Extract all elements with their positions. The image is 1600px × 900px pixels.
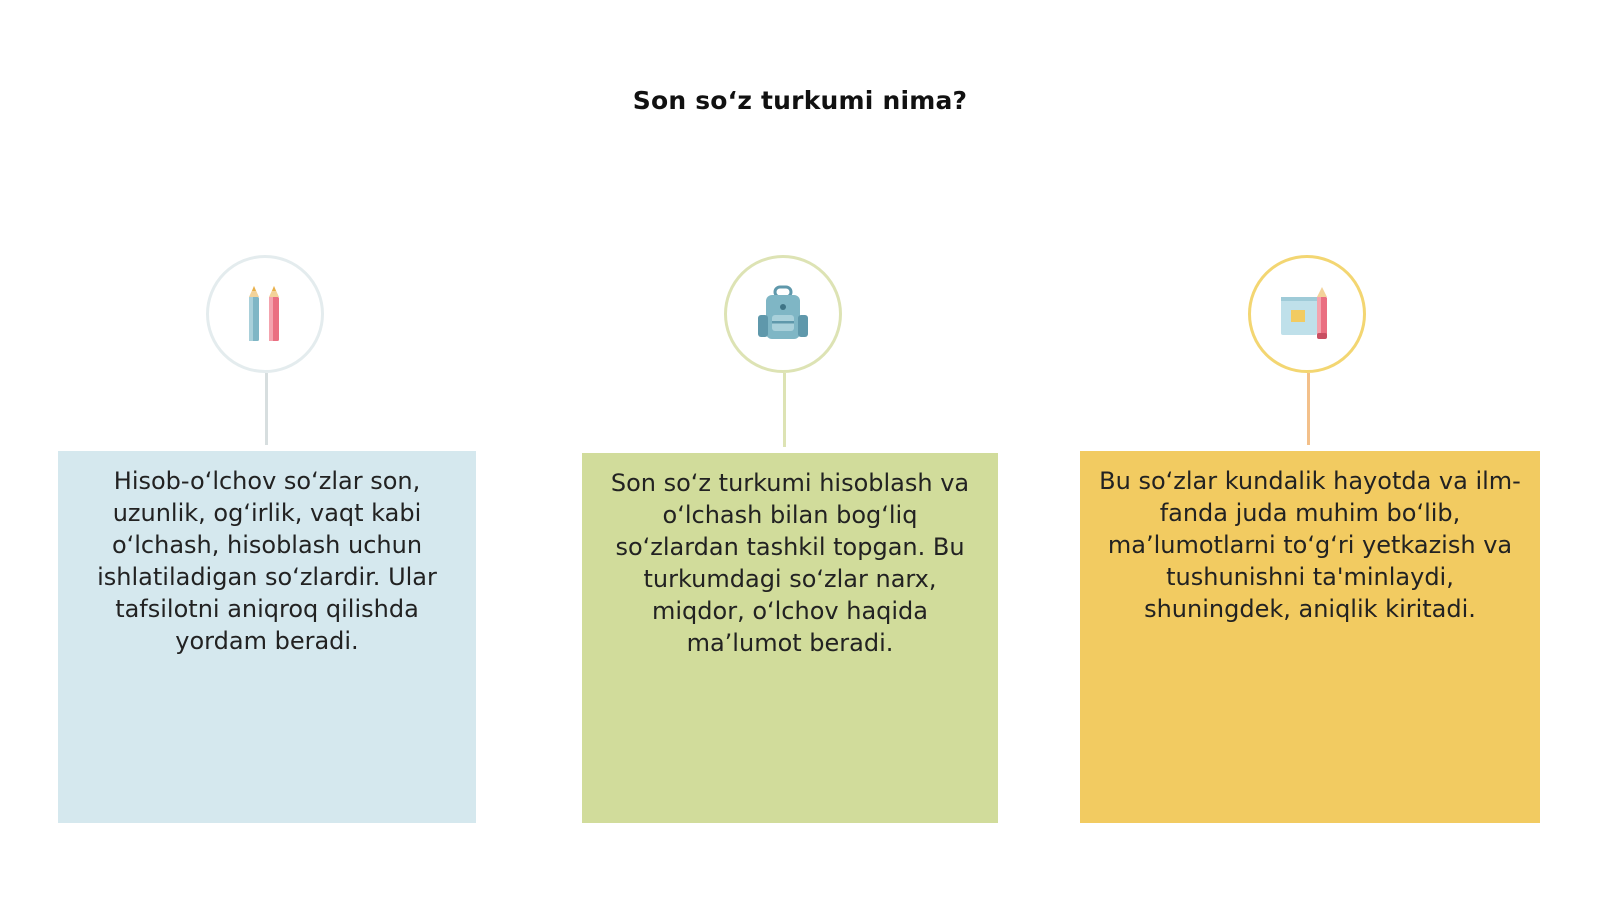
icon-circle-1 [206, 255, 324, 373]
backpack-icon [754, 285, 812, 343]
icon-circle-2 [724, 255, 842, 373]
connector-line-2 [783, 373, 786, 447]
book-and-pencil-icon [1277, 285, 1337, 343]
slide-title: Son so‘z turkumi nima? [632, 86, 968, 115]
info-card-3: Bu so‘zlar kundalik hayotda va ilm-fanda juda muhim bo‘lib, ma’lumotlarni to‘g‘ri yetkazish va tushunishni ta'minlaydi, shuningdek, aniqlik kiritadi. [1080, 451, 1540, 823]
icon-circle-3 [1248, 255, 1366, 373]
info-card-1: Hisob-o‘lchov so‘zlar son, uzunlik, og‘irlik, vaqt kabi o‘lchash, hisoblash uchun ishlatiladigan so‘zlardir. Ular tafsilotni aniqroq qilishda yordam beradi. [58, 451, 476, 823]
connector-line-1 [265, 373, 268, 445]
info-card-2: Son so‘z turkumi hisoblash va o‘lchash bilan bog‘liq so‘zlardan tashkil topgan. Bu turkumdagi so‘zlar narx, miqdor, o‘lchov haqida ma’lumot beradi. [582, 453, 998, 823]
connector-line-3 [1307, 373, 1310, 445]
pencils-icon [239, 283, 291, 345]
